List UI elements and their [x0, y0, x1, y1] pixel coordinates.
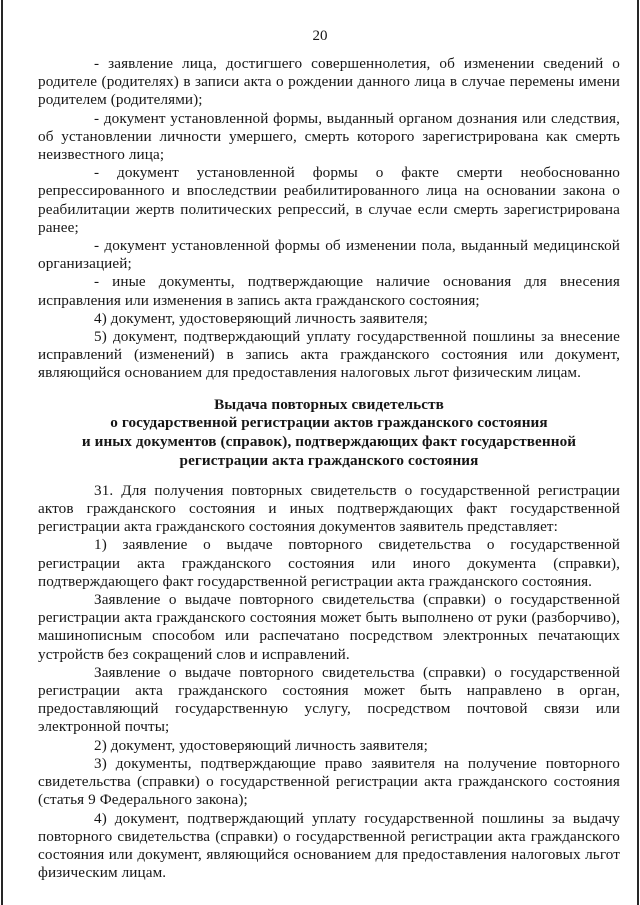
paragraph: 2) документ, удостоверяющий личность заявителя;: [94, 736, 428, 754]
right-scan-border: [637, 0, 639, 905]
left-scan-border: [1, 0, 3, 905]
paragraph: - заявление лица, достигшего совершеннолетия, об изменении сведений о родителе (родителях) в записи акта о рождении данного лица в случае перемены имени родителем (родителями);: [38, 55, 620, 109]
heading-line: и иных документов (справок), подтверждающих факт государственной: [81, 433, 577, 451]
section-heading: [38, 396, 620, 471]
paragraph: 1) заявление о выдаче повторного свидетельства о государственной регистрации акта гражданского состояния или иного документа (справки), подтверждающего факт государственной регистрации акта гражданского состояния.: [38, 536, 620, 590]
paragraph: 4) документ, удостоверяющий личность заявителя;: [94, 309, 428, 327]
heading-line: Выдача повторных свидетельств: [214, 395, 444, 413]
paragraph: - иные документы, подтверждающие наличие основания для внесения исправления или изменения в запись акта гражданского состояния;: [38, 273, 620, 309]
paragraph: - документ установленной формы о факте смерти необоснованно репрессированного и впоследствии реабилитированного лица на основании закона о реабилитации жертв политических репрессий, в случае если смерть зарегистрирована ранее;: [38, 164, 620, 236]
paragraph: 4) документ, подтверждающий уплату государственной пошлины за выдачу повторного свидетельства (справки) о государственной регистрации акта гражданского состояния или документ, являющийся основанием для предоставления налоговых льгот физическим лицам.: [38, 809, 620, 882]
paragraph: 3) документы, подтверждающие право заявителя на получение повторного свидетельства (справки) о государственной регистрации акта гражданского состояния (статья 9 Федерального закона);: [38, 754, 620, 809]
paragraph: - документ установленной формы об изменении пола, выданный медицинской организацией;: [38, 237, 620, 273]
paragraph: - документ установленной формы, выданный органом дознания или следствия, об установлении личности умершего, смерть которого зарегистрирована как смерть неизвестного лица;: [38, 109, 620, 164]
heading-line: регистрации акта гражданского состояния: [179, 452, 479, 470]
paragraph: 31. Для получения повторных свидетельств о государственной регистрации актов гражданского состояния и иных подтверждающих факт государственной регистрации акта гражданского состояния документов заявитель представляет:: [38, 481, 620, 536]
paragraph: 5) документ, подтверждающий уплату государственной пошлины за внесение исправлений (изменений) в запись акта гражданского состояния или документ, являющийся основанием для предоставления налоговых льгот физическим лицам.: [38, 328, 620, 382]
paragraph: Заявление о выдаче повторного свидетельства (справки) о государственной регистрации акта гражданского состояния может быть выполнено от руки (разборчиво), машинописным способом или распечатано посредством электронных печатающих устройств без сокращений слов и исправлений.: [38, 591, 620, 663]
heading-line: о государственной регистрации актов гражданского состояния: [110, 414, 548, 432]
text-block: [38, 55, 620, 882]
paragraph: Заявление о выдаче повторного свидетельства (справки) о государственной регистрации акта гражданского состояния может быть направлено в орган, предоставляющий государственную услугу, посредством почтовой связи или электронной почты;: [38, 663, 620, 736]
page-number: 20: [312, 28, 328, 44]
